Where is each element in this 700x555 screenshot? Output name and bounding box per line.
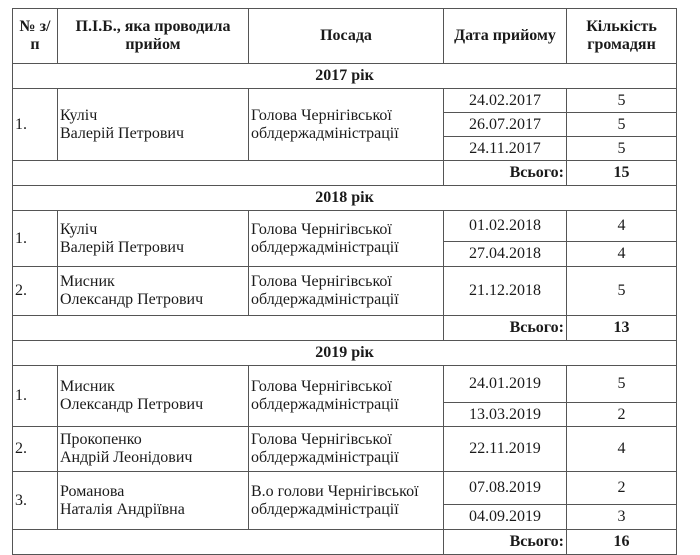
person-surname: Мисник (60, 273, 115, 290)
reception-date: 21.12.2018 (444, 267, 567, 316)
citizen-count: 5 (567, 113, 677, 137)
person-given-names: Олександр Петрович (60, 291, 204, 308)
person-position (249, 267, 444, 316)
person-surname: Куліч (60, 106, 98, 124)
header-count: Кількість громадян (567, 9, 677, 64)
person-name (58, 267, 249, 316)
position-line: облдержадміністрації (251, 291, 399, 308)
row-number: 1. (13, 89, 58, 161)
position-line: Голова Чернігівської (251, 106, 392, 124)
total-value: 16 (567, 530, 677, 555)
citizen-count: 4 (567, 427, 677, 472)
person-name (58, 366, 249, 427)
table-row (13, 267, 677, 316)
position-line: облдержадміністрації (251, 396, 399, 413)
position-line: Голова Чернігівської (251, 378, 392, 395)
person-given-names: Наталія Андріївна (60, 500, 185, 518)
person-given-names: Андрій Леонідович (60, 449, 193, 466)
table-row (13, 472, 677, 505)
person-position (249, 89, 444, 161)
table-row (13, 89, 677, 113)
position-line: Голова Чернігівської (251, 431, 392, 448)
reception-date: 22.11.2019 (444, 427, 567, 472)
citizen-count: 3 (567, 505, 677, 530)
person-position (249, 211, 444, 267)
header-row (13, 9, 677, 64)
row-number: 1. (13, 211, 58, 267)
total-value: 13 (567, 316, 677, 341)
table-row (13, 211, 677, 242)
person-surname: Куліч (60, 220, 98, 238)
citizen-count: 5 (567, 137, 677, 161)
table-row (13, 427, 677, 472)
row-number: 2. (13, 427, 58, 472)
reception-date: 01.02.2018 (444, 211, 567, 242)
year-row-2017 (13, 64, 677, 89)
reception-date: 24.01.2019 (444, 366, 567, 403)
position-line: Голова Чернігівської (251, 273, 392, 290)
person-position (249, 472, 444, 530)
citizen-count: 4 (567, 211, 677, 242)
header-date: Дата прийому (444, 9, 567, 64)
year-label: 2017 рік (13, 64, 677, 89)
total-value: 15 (567, 161, 677, 186)
reception-date: 24.02.2017 (444, 89, 567, 113)
header-name: П.І.Б., яка проводила прийом (58, 9, 249, 64)
person-name (58, 472, 249, 530)
year-label: 2019 рік (13, 341, 677, 366)
person-surname: Прокопенко (60, 431, 142, 448)
citizen-count: 2 (567, 403, 677, 427)
citizen-count: 2 (567, 472, 677, 505)
position-line: В.о голови Чернігівської (251, 482, 419, 500)
total-spacer (13, 316, 444, 341)
header-num: № з/п (13, 9, 58, 64)
person-position (249, 366, 444, 427)
citizen-count: 5 (567, 366, 677, 403)
position-line: облдержадміністрації (251, 238, 399, 256)
row-number: 2. (13, 267, 58, 316)
reception-date: 26.07.2017 (444, 113, 567, 137)
year-label: 2018 рік (13, 186, 677, 211)
year-row-2019 (13, 341, 677, 366)
person-name (58, 211, 249, 267)
person-position (249, 427, 444, 472)
person-given-names: Валерій Петрович (60, 238, 185, 256)
year-row-2018 (13, 186, 677, 211)
row-number: 1. (13, 366, 58, 427)
total-label: Всього: (444, 530, 567, 555)
reception-date: 07.08.2019 (444, 472, 567, 505)
table-row (13, 366, 677, 403)
citizen-count: 4 (567, 242, 677, 267)
citizen-count: 5 (567, 267, 677, 316)
person-given-names: Олександр Петрович (60, 396, 204, 413)
total-label: Всього: (444, 161, 567, 186)
reception-date: 04.09.2019 (444, 505, 567, 530)
person-surname: Мисник (60, 378, 115, 395)
person-given-names: Валерій Петрович (60, 124, 185, 142)
reception-date: 13.03.2019 (444, 403, 567, 427)
row-number: 3. (13, 472, 58, 530)
total-spacer (13, 530, 444, 555)
reception-date: 24.11.2017 (444, 137, 567, 161)
total-row-2017 (13, 161, 677, 186)
receptions-table (12, 8, 677, 555)
person-surname: Романова (60, 482, 125, 500)
total-row-2018 (13, 316, 677, 341)
position-line: облдержадміністрації (251, 124, 399, 142)
person-name (58, 89, 249, 161)
person-name (58, 427, 249, 472)
reception-date: 27.04.2018 (444, 242, 567, 267)
position-line: облдержадміністрації (251, 500, 399, 518)
position-line: Голова Чернігівської (251, 220, 392, 238)
citizen-count: 5 (567, 89, 677, 113)
total-label: Всього: (444, 316, 567, 341)
header-position: Посада (249, 9, 444, 64)
position-line: облдержадміністрації (251, 449, 399, 466)
total-row-2019 (13, 530, 677, 555)
total-spacer (13, 161, 444, 186)
